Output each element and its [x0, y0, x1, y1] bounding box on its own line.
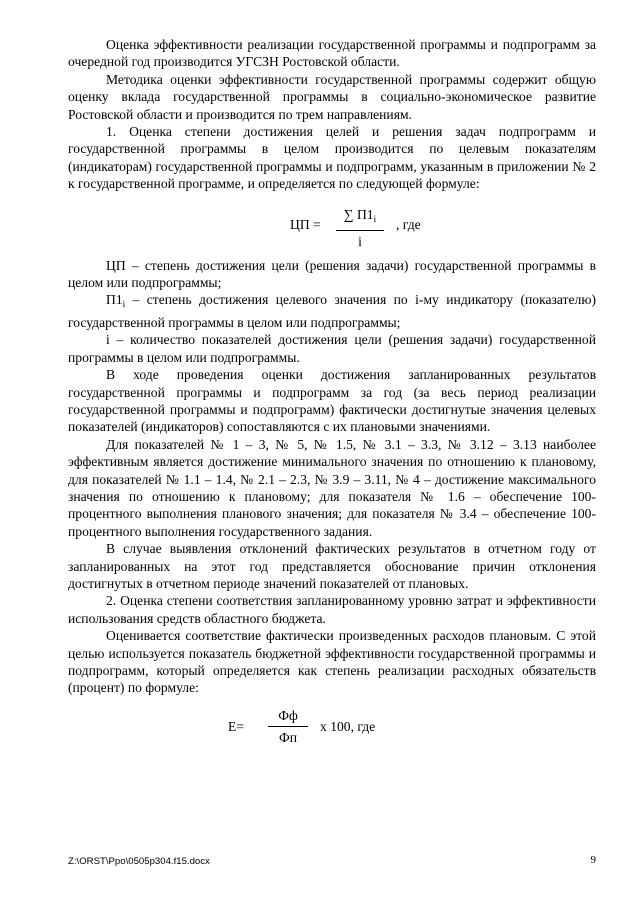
formula-e-fraction: [268, 707, 308, 747]
definition-cp: ЦП – степень достижения цели (решения задачи) государственной программы в целом или подпрограммы;: [68, 257, 596, 291]
paragraph-comparison: В ходе проведения оценки достижения запланированных результатов государственной программы и подпрограмм за год (за весь период реализации государственной программы и подпрограмм) фактически достигнутые значения целевых показателей (индикаторов) сопоставляются с их плановыми значениями.: [68, 367, 596, 435]
footer-file-path: Z:\ORST\Ppo\0505p304.f15.docx: [68, 856, 210, 867]
formula-cp-numerator: ∑ $П1_i$: [336, 206, 384, 231]
formula-e: [68, 697, 596, 755]
formula-cp: [68, 193, 596, 257]
formula-cp-fraction: [336, 206, 384, 251]
paragraph-intro: Оценка эффективности реализации государственной программы и подпрограмм за очередной год производится УГСЗН Ростовской области.: [68, 37, 596, 70]
formula-cp-denominator: i: [358, 234, 362, 250]
formula-cp-suffix: , где: [396, 216, 421, 232]
paragraph-indicators: Для показателей № 1 – 3, № 5, № 1.5, № 3.1 – 3.3, № 3.12 – 3.13 наиболее эффективным является достижение минимального значения по отношению к плановому, для показателей № 1.1 – 1.4, № 2.1 – 2.3, № 3.9 – 3.11, № 4 – достижение максимального значения по отношению к плановому; для показателя № 1.6 – обеспечение 100-процентного выполнения планового значения; для показателя № 3.4 – обеспечение 100-процентного выполнения государственного задания.: [68, 436, 596, 539]
paragraph-section-1: 1. Оценка степени достижения целей и решения задач подпрограмм и государственной программы в целом производится по целевым показателям (индикаторам) государственной программы и подпрограмм, указанным в приложении № 2 к государственной программе, и определяется по следующей формуле:: [68, 124, 596, 192]
formula-cp-lhs: ЦП =: [290, 216, 321, 232]
formula-e-denominator: Фп: [278, 730, 297, 746]
document-body: [68, 36, 596, 755]
paragraph-deviations: В случае выявления отклонений фактических результатов в отчетном году от запланированных на этот год представляется обоснование причин отклонения достигнутых в отчетном периоде значений показателей от плановых.: [68, 541, 596, 591]
formula-e-lhs: Е=: [228, 718, 244, 734]
paragraph-budget-efficiency: Оценивается соответствие фактически произведенных расходов плановым. С этой целью используется показатель бюджетной эффективности государственной программы и подпрограмм, который определяется как степень реализации расходных обязательств (процент) по формуле:: [68, 628, 596, 696]
definition-p1: $П1_i$ – степень достижения целевого значения по i-му индикатору (показателю) государственной программы в целом или подпрограммы;: [68, 292, 596, 330]
paragraph-section-2: 2. Оценка степени соответствия запланированному уровню затрат и эффективности использования средств областного бюджета.: [68, 593, 596, 626]
page-number: 9: [590, 854, 596, 866]
formula-e-suffix: х 100, где: [320, 718, 376, 734]
formula-e-numerator: Фф: [268, 707, 308, 727]
definition-i: i – количество показателей достижения цели (решения задачи) государственной программы в целом или подпрограммы.: [68, 332, 596, 365]
paragraph-methodology: Методика оценки эффективности государственной программы содержит общую оценку вклада государственной программы в социально-экономическое развитие Ростовской области и производится по трем направлениям.: [68, 71, 596, 122]
